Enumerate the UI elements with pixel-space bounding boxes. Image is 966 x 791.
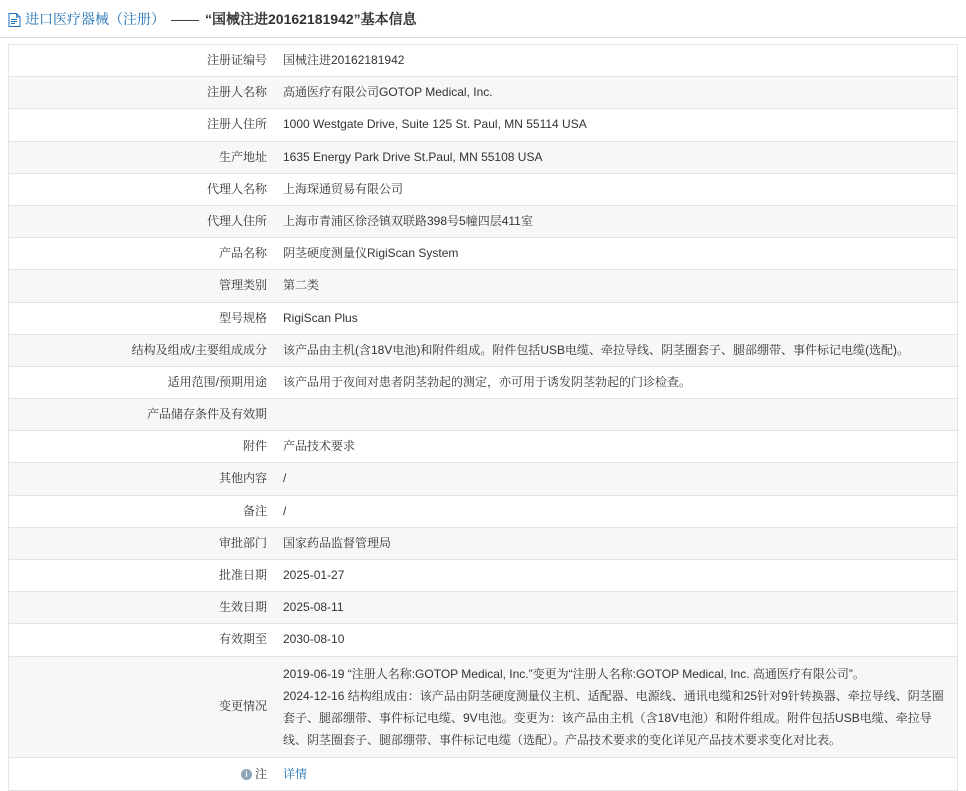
table-row (9, 270, 958, 302)
table-row (9, 45, 958, 77)
note-value-cell (275, 758, 958, 791)
page-subtitle: “国械注进20162181942”基本信息 (205, 10, 417, 27)
details-link[interactable]: 详情 (283, 766, 308, 781)
table-row (9, 141, 958, 173)
table-body (9, 45, 958, 791)
row-label: 注册人名称 (9, 77, 276, 109)
info-icon: i (241, 769, 252, 780)
row-label: 型号规格 (9, 302, 276, 334)
table-row (9, 463, 958, 495)
row-label: 附件 (9, 431, 276, 463)
row-value: 1000 Westgate Drive, Suite 125 St. Paul, MN 55114 USA (275, 109, 958, 141)
note-label-wrap (241, 765, 267, 784)
row-label: 产品储存条件及有效期 (9, 399, 276, 431)
table-row (9, 238, 958, 270)
row-value: 国械注进20162181942 (275, 45, 958, 77)
row-label: 批准日期 (9, 560, 276, 592)
title-separator: —— (171, 10, 199, 27)
row-value: 第二类 (275, 270, 958, 302)
table-row (9, 431, 958, 463)
row-label: 结构及组成/主要组成成分 (9, 334, 276, 366)
row-value: 2025-08-11 (275, 592, 958, 624)
table-row (9, 656, 958, 758)
table-row (9, 560, 958, 592)
row-label: 产品名称 (9, 238, 276, 270)
note-label-cell (9, 758, 276, 791)
row-label: 生产地址 (9, 141, 276, 173)
row-value: 上海市青浦区徐泾镇双联路398号5幢四层411室 (275, 205, 958, 237)
row-value: RigiScan Plus (275, 302, 958, 334)
row-value: / (275, 463, 958, 495)
registration-info-table (8, 44, 958, 791)
table-row (9, 495, 958, 527)
row-label: 注册证编号 (9, 45, 276, 77)
note-row (9, 758, 958, 791)
page-header (0, 0, 966, 38)
row-label: 审批部门 (9, 527, 276, 559)
table-row (9, 205, 958, 237)
table-row (9, 77, 958, 109)
table-row (9, 624, 958, 656)
row-value: 1635 Energy Park Drive St.Paul, MN 55108 USA (275, 141, 958, 173)
table-row (9, 302, 958, 334)
table-row (9, 109, 958, 141)
table-row (9, 334, 958, 366)
table-row (9, 592, 958, 624)
row-label: 注册人住所 (9, 109, 276, 141)
row-value: 2030-08-10 (275, 624, 958, 656)
row-value: 阴茎硬度测量仪RigiScan System (275, 238, 958, 270)
row-label: 代理人名称 (9, 173, 276, 205)
row-label: 生效日期 (9, 592, 276, 624)
row-value (275, 656, 958, 758)
row-value: 国家药品监督管理局 (275, 527, 958, 559)
document-icon (8, 13, 21, 27)
row-value: / (275, 495, 958, 527)
note-label-text: 注 (254, 767, 267, 782)
row-label: 备注 (9, 495, 276, 527)
row-value: 该产品由主机(含18V电池)和附件组成。附件包括USB电缆、牵拉导线、阴茎圈套子、腿部绷带、事件标记电缆(选配)。 (275, 334, 958, 366)
row-value-line: 2019-06-19 “注册人名称:GOTOP Medical, Inc.”变更为“注册人名称:GOTOP Medical, Inc. 高通医疗有限公司”。 (283, 666, 865, 681)
row-label: 其他内容 (9, 463, 276, 495)
row-label: 变更情况 (9, 656, 276, 758)
table-row (9, 366, 958, 398)
row-value: 上海琛通贸易有限公司 (275, 173, 958, 205)
row-value: 该产品用于夜间对患者阴茎勃起的测定，亦可用于诱发阴茎勃起的门诊检查。 (275, 366, 958, 398)
row-value: 2025-01-27 (275, 560, 958, 592)
row-label: 代理人住所 (9, 205, 276, 237)
page-title: 进口医疗器械（注册） (25, 10, 165, 27)
table-row (9, 173, 958, 205)
row-value: 产品技术要求 (275, 431, 958, 463)
table-row (9, 527, 958, 559)
info-table-wrapper (0, 44, 966, 791)
row-label: 适用范围/预期用途 (9, 366, 276, 398)
table-row (9, 399, 958, 431)
row-label: 管理类别 (9, 270, 276, 302)
row-value (275, 399, 958, 431)
row-label: 有效期至 (9, 624, 276, 656)
row-value: 高通医疗有限公司GOTOP Medical, Inc. (275, 77, 958, 109)
row-value-line: 2024-12-16 结构组成由：该产品由阴茎硬度测量仪主机、适配器、电源线、通讯电缆和25针对9针转换器、牵拉导线、阴茎圈套子、腿部绷带、事件标记电缆、9V电池。变更为：该产品由主机（含18V电池）和附件组成。附件包括USB电缆、牵拉导线、阴茎圈套子、腿部绷带、事件标记电缆（选配）。产品技术要求的变化详见产品技术要求变化对比表。 (283, 688, 944, 748)
